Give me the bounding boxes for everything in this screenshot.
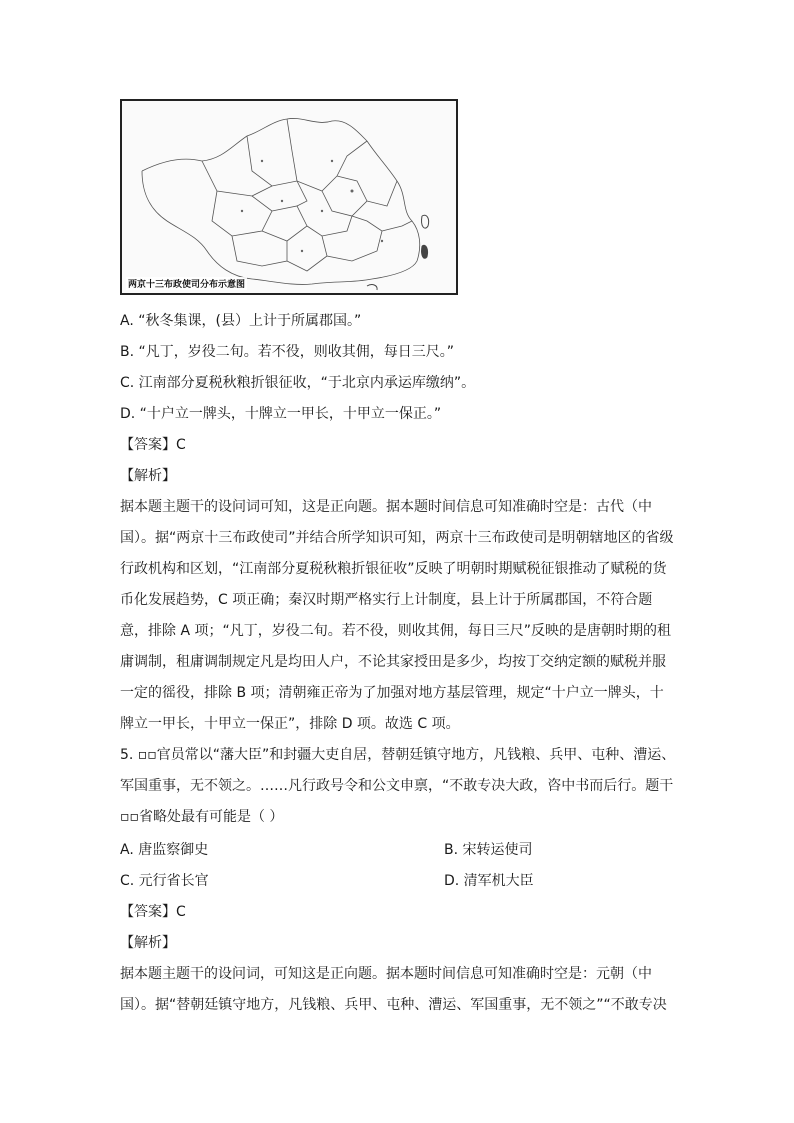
q5-option-c: C. 元行省长官: [120, 873, 209, 889]
ming-map-figure: [120, 99, 458, 295]
q4-analysis-line: 行政机构和区划，“江南部分夏税秋粮折银征收”反映了明朝时期赋税征银推动了赋税的货: [120, 561, 667, 577]
q5-analysis-line: 据本题主题干的设问词，可知这是正向题。据本题时间信息可知准确时空是：元朝（中: [120, 966, 652, 982]
q5-stem-line: 军国重事，无不领之。……凡行政号令和公文申禀，“不敢专决大政，咨中书而后行。题干: [120, 778, 674, 794]
q4-option-b: B. “凡丁，岁役二旬。若不役，则收其佣，每日三尺。”: [120, 344, 455, 360]
q5-analysis-line: 国）。据“替朝廷镇守地方，凡钱粮、兵甲、屯种、漕运、军国重事，无不领之”“不敢专决: [120, 997, 667, 1013]
q5-option-b: B. 宋转运使司: [444, 842, 533, 858]
q4-analysis-line: 意，排除 A 项；“凡丁，岁役二旬。若不役，则收其佣，每日三尺”反映的是唐朝时期的租: [120, 623, 671, 639]
q4-analysis-line: 币化发展趋势，C 项正确；秦汉时期严格实行上计制度，县上计于所属郡国，不符合题: [120, 592, 653, 608]
q4-analysis-line: 据本题主题干的设问词可知，这是正向题。据本题时间信息可知准确时空是：古代（中: [120, 499, 652, 515]
q5-option-a: A. 唐监察御史: [120, 842, 209, 858]
q4-option-c: C. 江南部分夏税秋粮折银征收，“于北京内承运库缴纳”。: [120, 375, 476, 391]
q4-analysis-line: 一定的徭役，排除 B 项；清朝雍正帝为了加强对地方基层管理，规定“十户立一牌头，十: [120, 685, 664, 701]
q4-analysis-line: 国）。据“两京十三布政使司”并结合所学知识可知，两京十三布政使司是明朝辖地区的省级: [120, 530, 674, 546]
q4-analysis-label: 【解析】: [120, 468, 176, 484]
q5-option-d: D. 清军机大臣: [444, 873, 534, 889]
q4-analysis-line: 庸调制，租庸调制规定凡是均田人户，不论其家授田是多少，均按丁交纳定额的赋税并服: [120, 654, 666, 670]
q4-analysis-line: 牌立一甲长，十甲立一保正”，排除 D 项。故选 C 项。: [120, 716, 460, 732]
map-caption: 两京十三布政使司分布示意图: [126, 277, 247, 290]
map-drawing: [122, 101, 456, 293]
q4-option-a: A. “秋冬集课，(县）上计于所属郡国。”: [120, 313, 362, 329]
q5-answer: 【答案】C: [120, 904, 186, 920]
q5-analysis-label: 【解析】: [120, 935, 176, 951]
q5-stem-line: ▫▫省略处最有可能是（ ）: [120, 809, 284, 825]
q4-answer: 【答案】C: [120, 437, 186, 453]
q4-option-d: D. “十户立一牌头，十牌立一甲长，十甲立一保正。”: [120, 406, 442, 422]
q5-stem-line: 5. ▫▫官员常以“藩大臣”和封疆大吏自居，替朝廷镇守地方，凡钱粮、兵甲、屯种、漕运、: [120, 747, 676, 763]
